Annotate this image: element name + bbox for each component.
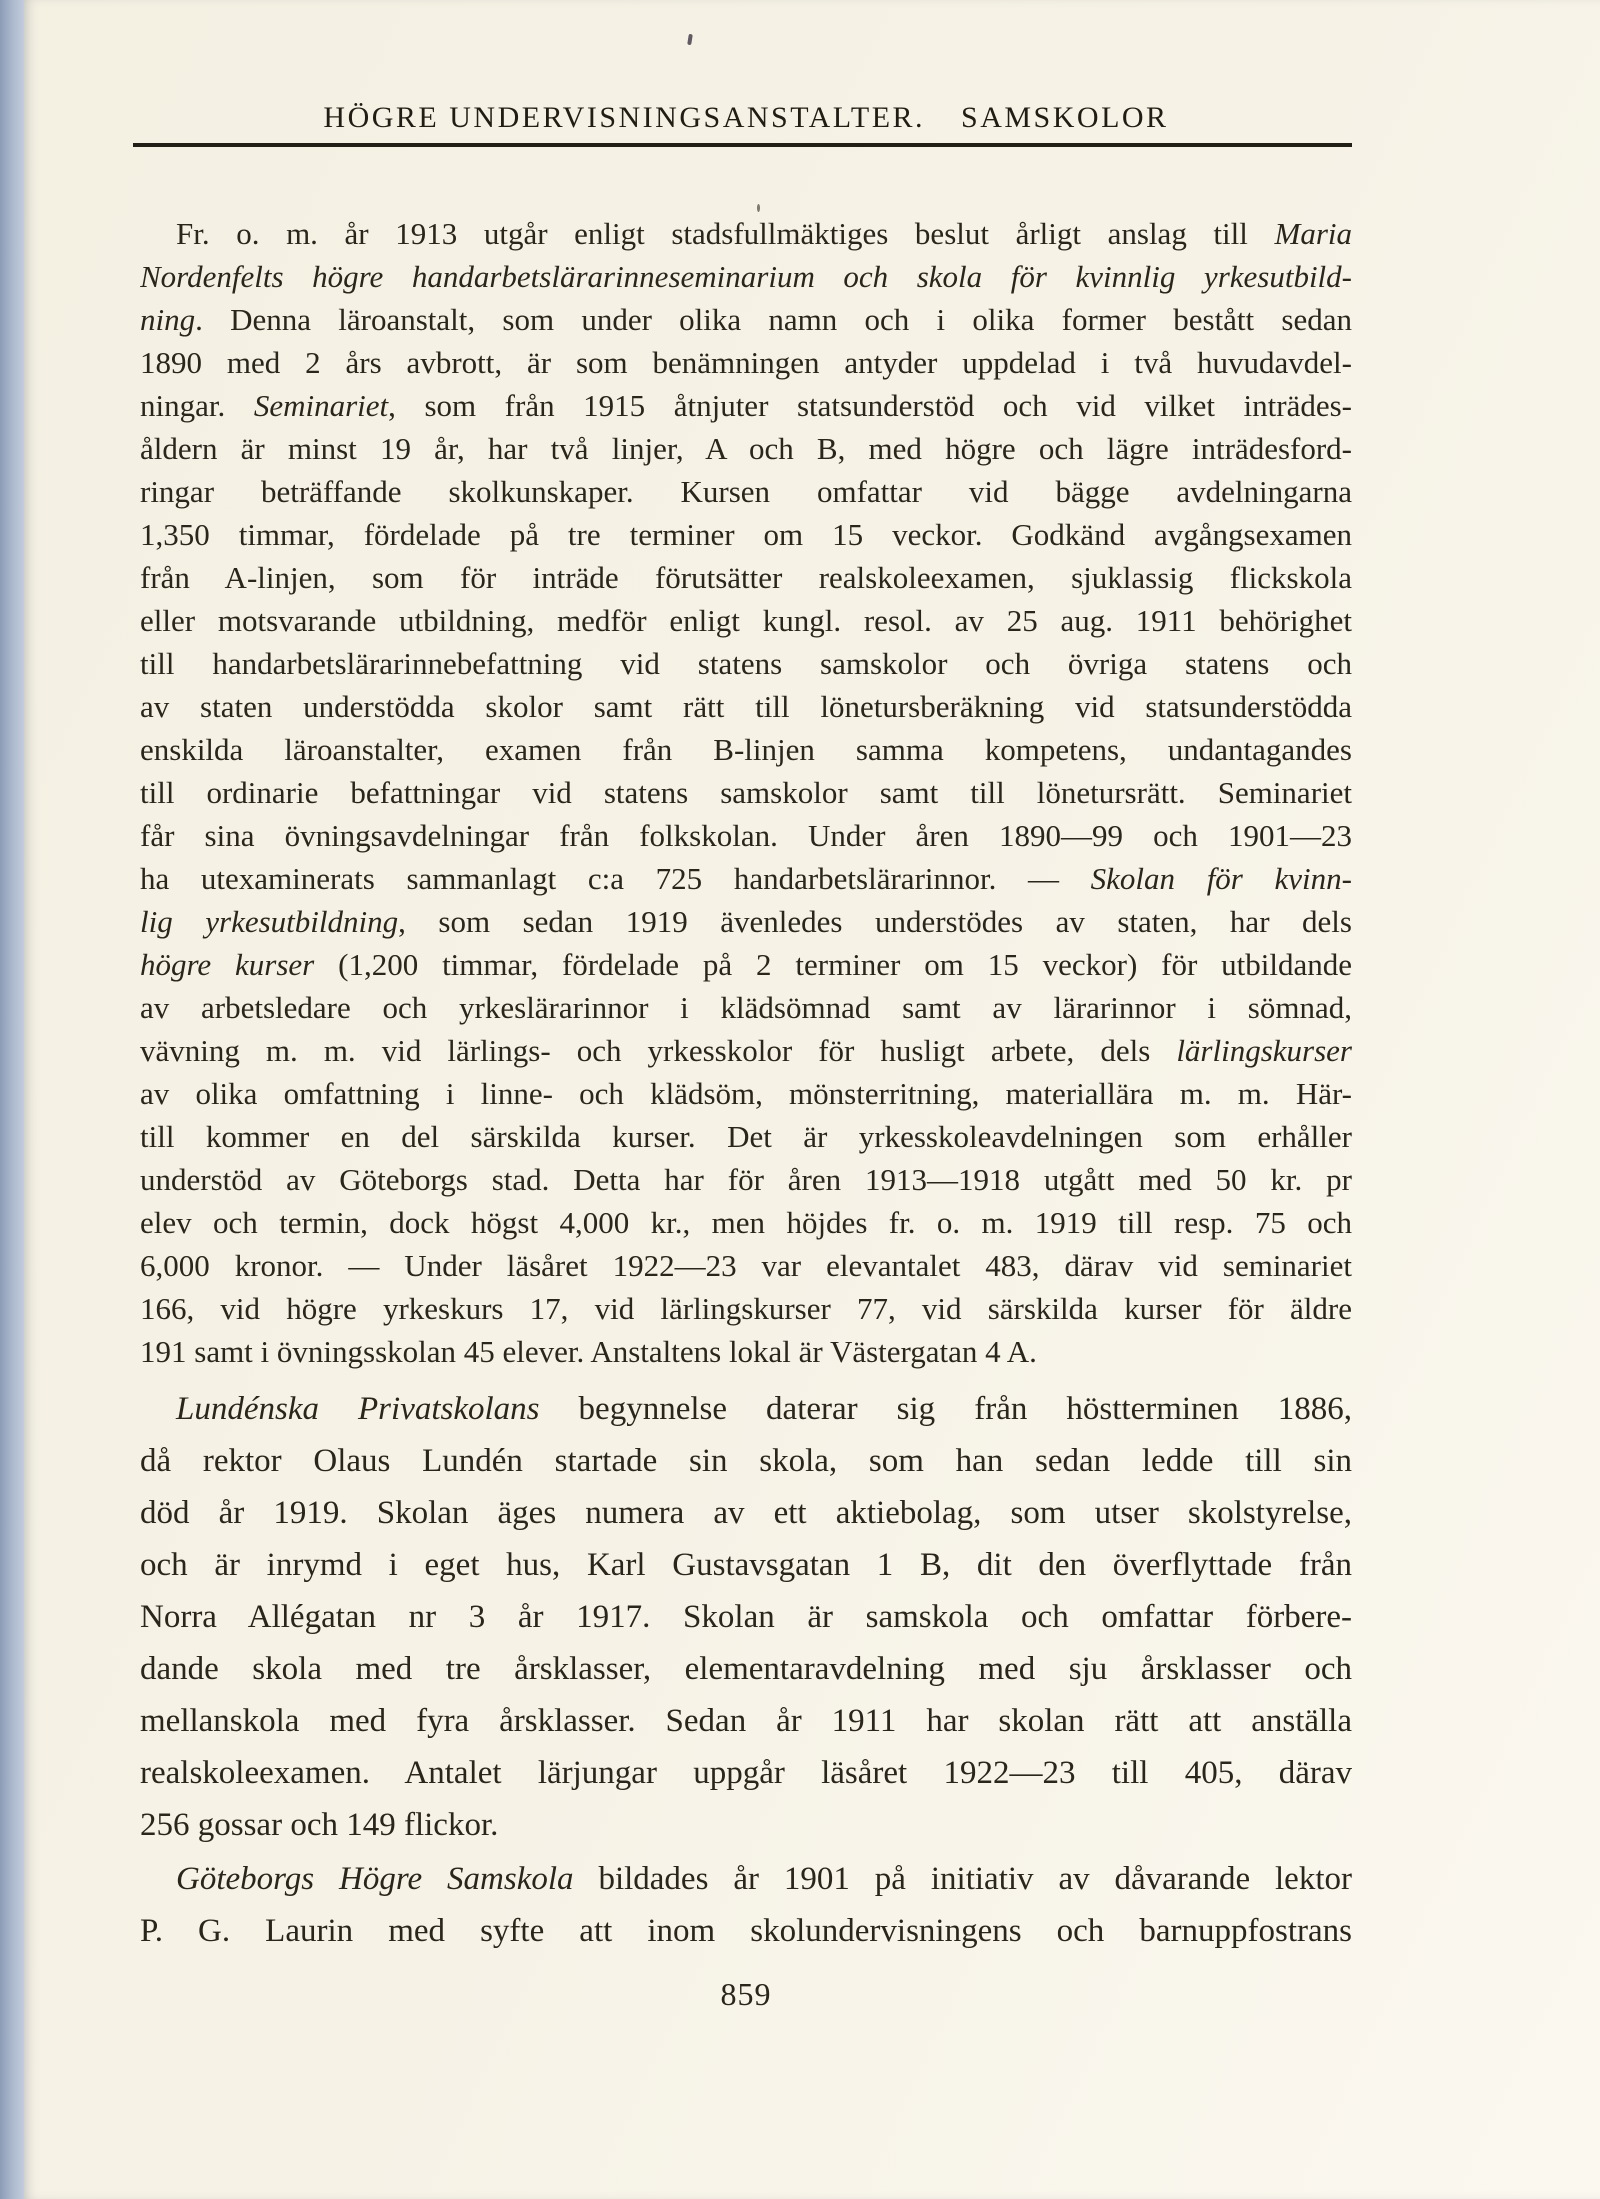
text-segment-italic: lig yrkesutbildning [140,904,399,939]
text-segment: 1890 med 2 års avbrott, är som benämningen antyder uppdelad i två huvudavdel- [140,345,1352,380]
text-line [140,513,1352,556]
text-segment: realskoleexamen. Antalet lärjungar uppgår läsåret 1922—23 till 405, därav [140,1755,1352,1791]
text-line [140,1591,1352,1643]
scan-backdrop-strip [0,0,24,2199]
text-line [140,1287,1352,1330]
text-segment: eller motsvarande utbildning, medför enligt kungl. resol. av 25 aug. 1911 behörighet [140,603,1352,638]
text-segment: begynnelse daterar sig från höstterminen 1886, [539,1391,1352,1427]
text-line [140,341,1352,384]
text-line [140,298,1352,341]
text-line [140,1747,1352,1799]
text-segment: och är inrymd i eget hus, Karl Gustavsgatan 1 B, dit den överflyttade från [140,1547,1352,1583]
text-line [140,900,1352,943]
text-segment: till handarbetslärarinnebefattning vid statens samskolor och övriga statens och [140,646,1352,681]
text-line [140,1244,1352,1287]
text-segment: får sina övningsavdelningar från folkskolan. Under åren 1890—99 och 1901—23 [140,818,1352,853]
text-segment: , som från 1915 åtnjuter statsunderstöd och vid vilket inträdes- [388,388,1352,423]
text-segment: bildades år 1901 på initiativ av dåvarande lektor [573,1861,1352,1897]
text-segment: av staten understödda skolor samt rätt till lönetursberäkning vid statsunderstödda [140,689,1352,724]
text-line [140,1905,1352,1957]
text-segment-italic: högre kurser [140,947,315,982]
text-segment: (1,200 timmar, fördelade på 2 terminer om 15 veckor) för utbildande [314,947,1352,982]
text-line [140,943,1352,986]
text-line [140,1201,1352,1244]
text-line [140,1853,1352,1905]
text-line [140,470,1352,513]
text-line [140,1695,1352,1747]
text-segment: mellanskola med fyra årsklasser. Sedan år 1911 har skolan rätt att anställa [140,1703,1352,1739]
text-line [140,771,1352,814]
text-segment-italic: Nordenfelts högre handarbetslärarinneseminarium och skola för kvinnlig yrkesutbild- [140,259,1352,294]
text-segment: elev och termin, dock högst 4,000 kr., men höjdes fr. o. m. 1919 till resp. 75 och [140,1205,1352,1240]
text-segment-italic: Lundénska Privatskolans [176,1391,540,1427]
text-line [140,1799,1352,1851]
text-line [140,1435,1352,1487]
text-segment: Fr. o. m. år 1913 utgår enligt stadsfullmäktiges beslut årligt anslag till [176,216,1275,251]
text-line [140,685,1352,728]
text-line [140,556,1352,599]
page-number: 859 [720,1976,772,2012]
text-segment: 256 gossar och 149 flickor. [140,1807,499,1843]
text-line [140,599,1352,642]
paragraph-goteborgs-hogre-samskola [140,1853,1352,1957]
text-segment-italic: lärlingskurser [1176,1033,1352,1068]
text-line [140,1487,1352,1539]
text-segment: till kommer en del särskilda kurser. Det är yrkesskoleavdelningen som erhåller [140,1119,1352,1154]
text-line [140,1029,1352,1072]
text-segment-italic: ning [140,302,196,337]
text-segment-italic: Skolan för kvinn- [1090,861,1352,896]
text-line [140,1539,1352,1591]
text-segment: Norra Allégatan nr 3 år 1917. Skolan är samskola och omfattar förbere- [140,1599,1352,1635]
running-header-subsection: SAMSKOLOR [961,101,1169,134]
text-line [140,814,1352,857]
header-rule [133,143,1352,147]
text-line [140,1115,1352,1158]
text-segment: till ordinarie befattningar vid statens samskolor samt till lönetursrätt. Seminariet [140,775,1352,810]
text-segment: ningar. [140,388,254,423]
text-segment: vävning m. m. vid lärlings- och yrkesskolor för husligt arbete, dels [140,1033,1177,1068]
text-segment: , som sedan 1919 ävenledes understödes av staten, har dels [398,904,1352,939]
text-line [140,986,1352,1029]
text-line [140,1072,1352,1115]
text-line [140,212,1352,255]
text-line [140,427,1352,470]
ink-speck [757,204,760,212]
text-segment: av arbetsledare och yrkeslärarinnor i klädsömnad samt av lärarinnor i sömnad, [140,990,1352,1025]
paragraph-maria-nordenfelt [140,212,1352,1373]
text-line [140,255,1352,298]
text-segment: från A-linjen, som för inträde förutsätter realskoleexamen, sjuklassig flickskola [140,560,1352,595]
paragraph-lundenska-privatskolan [140,1383,1352,1851]
text-segment: 1,350 timmar, fördelade på tre terminer om 15 veckor. Godkänd avgångsexamen [140,517,1352,552]
text-line [140,384,1352,427]
running-header-section: HÖGRE UNDERVISNINGSANSTALTER. [323,101,926,134]
text-line [140,728,1352,771]
running-header [140,101,1352,135]
text-line [140,1383,1352,1435]
text-line [140,642,1352,685]
text-segment: understöd av Göteborgs stad. Detta har för åren 1913—1918 utgått med 50 kr. pr [140,1162,1352,1197]
text-segment: ha utexaminerats sammanlagt c:a 725 handarbetslärarinnor. — [140,861,1091,896]
text-segment: dande skola med tre årsklasser, elementaravdelning med sju årsklasser och [140,1651,1352,1687]
text-segment-italic: Seminariet [253,388,389,423]
text-line [140,1330,1352,1373]
text-segment-italic: Göteborgs Högre Samskola [176,1861,574,1897]
text-segment: P. G. Laurin med syfte att inom skolundervisningens och barnuppfostrans [140,1913,1352,1949]
text-line [140,1158,1352,1201]
text-segment: . Denna läroanstalt, som under olika namn och i olika former bestått sedan [195,302,1352,337]
text-segment: död år 1919. Skolan äges numera av ett aktiebolag, som utser skolstyrelse, [140,1495,1352,1531]
text-line [140,857,1352,900]
text-segment: då rektor Olaus Lundén startade sin skola, som han sedan ledde till sin [140,1443,1352,1479]
text-segment: ringar beträffande skolkunskaper. Kursen omfattar vid bägge avdelningarna [140,474,1352,509]
text-segment: av olika omfattning i linne- och klädsöm, mönsterritning, materiallära m. m. Här- [140,1076,1352,1111]
text-segment: 166, vid högre yrkeskurs 17, vid lärlingskurser 77, vid särskilda kurser för äldre [140,1291,1352,1326]
text-segment: åldern är minst 19 år, har två linjer, A och B, med högre och lägre inträdesford- [140,431,1352,466]
text-segment: 6,000 kronor. — Under läsåret 1922—23 var elevantalet 483, därav vid seminariet [140,1248,1352,1283]
text-line [140,1643,1352,1695]
text-segment-italic: Maria [1274,216,1352,251]
text-segment: enskilda läroanstalter, examen från B-linjen samma kompetens, undantagandes [140,732,1352,767]
text-segment: 191 samt i övningsskolan 45 elever. Anstaltens lokal är Västergatan 4 A. [140,1334,1037,1369]
